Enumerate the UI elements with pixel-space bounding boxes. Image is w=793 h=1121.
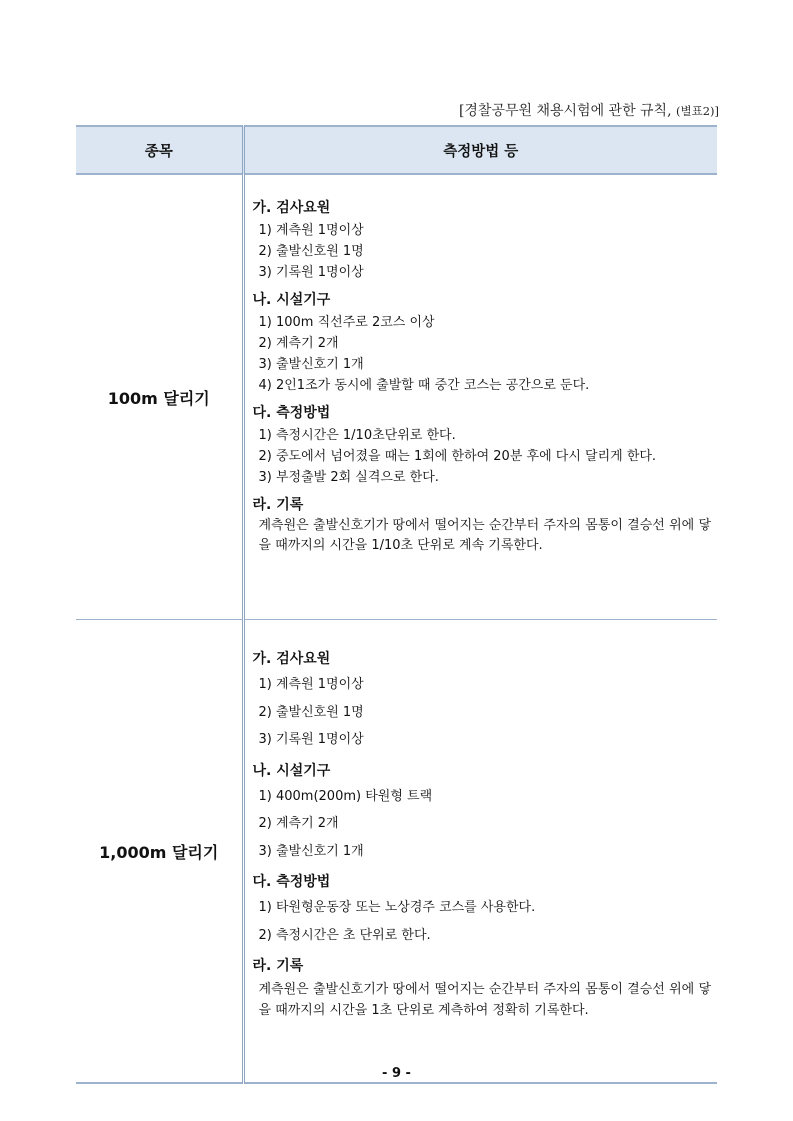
list-item: 3) 출발신호기 1개 xyxy=(258,843,364,859)
header-method: 측정방법 등 xyxy=(243,126,717,174)
table-row xyxy=(76,174,717,620)
source-attachment: (별표2)] xyxy=(676,104,719,118)
section-list xyxy=(253,425,712,488)
list-item: 2) 계측기 2개 xyxy=(258,336,339,351)
section-title: 나. 시설기구 xyxy=(252,762,331,779)
section-title: 나. 시설기구 xyxy=(252,292,331,308)
section-title: 다. 측정방법 xyxy=(252,405,331,421)
section-list xyxy=(253,220,712,283)
table-row xyxy=(76,620,717,1084)
measurement-table xyxy=(76,125,717,1084)
header-event: 종목 xyxy=(76,126,243,174)
source-citation xyxy=(459,100,719,120)
list-item: 1) 측정시간은 1/10초단위로 한다. xyxy=(258,428,456,443)
section-list xyxy=(253,671,712,754)
section-title: 가. 검사요원 xyxy=(252,200,331,216)
record-text: 계측원은 출발신호기가 땅에서 떨어지는 순간부터 주자의 몸통이 결승선 위에 닿을 때까지의 시간을 1초 단위로 계측하여 정확히 기록한다. xyxy=(258,982,711,1018)
section-list xyxy=(253,894,712,949)
list-item: 3) 출발신호기 1개 xyxy=(258,357,364,372)
list-item: 1) 타원형운동장 또는 노상경주 코스를 사용한다. xyxy=(258,900,536,915)
list-item: 1) 100m 직선주로 2코스 이상 xyxy=(258,315,435,330)
table-header-row xyxy=(76,126,717,174)
list-item: 2) 출발신호원 1명 xyxy=(258,704,364,720)
list-item: 3) 부정출발 2회 실격으로 한다. xyxy=(258,470,439,485)
section-list xyxy=(253,783,712,866)
list-item: 1) 계측원 1명이상 xyxy=(258,223,364,238)
list-item: 2) 중도에서 넘어졌을 때는 1회에 한하여 20분 후에 다시 달리게 한다. xyxy=(258,449,657,464)
list-item: 2) 측정시간은 초 단위로 한다. xyxy=(258,927,431,943)
list-item: 3) 기록원 1명이상 xyxy=(258,265,364,280)
list-item: 1) 400m(200m) 타원형 트랙 xyxy=(258,788,433,804)
record-text: 계측원은 출발신호기가 땅에서 떨어지는 순간부터 주자의 몸통이 결승선 위에 닿을 때까지의 시간을 1/10초 단위로 계속 기록한다. xyxy=(258,518,711,553)
list-item: 2) 계측기 2개 xyxy=(258,816,339,831)
event-name: 1,000m 달리기 xyxy=(76,620,243,1084)
list-item: 3) 기록원 1명이상 xyxy=(258,732,364,747)
section-title: 라. 기록 xyxy=(252,958,304,974)
list-item: 1) 계측원 1명이상 xyxy=(258,677,364,692)
event-name: 100m 달리기 xyxy=(76,174,243,620)
section-list xyxy=(253,312,712,396)
list-item: 2) 출발신호원 1명 xyxy=(258,244,364,259)
list-item: 4) 2인1조가 동시에 출발할 때 중간 코스는 공간으로 둔다. xyxy=(258,378,590,393)
method-cell xyxy=(243,174,717,620)
source-title: [경찰공무원 채용시험에 관한 규칙, xyxy=(458,103,672,119)
section-title: 라. 기록 xyxy=(252,497,304,513)
page-number: - 9 - xyxy=(382,1066,411,1081)
method-cell xyxy=(243,620,717,1084)
section-title: 가. 검사요원 xyxy=(252,651,331,667)
section-title: 다. 측정방법 xyxy=(252,874,331,890)
